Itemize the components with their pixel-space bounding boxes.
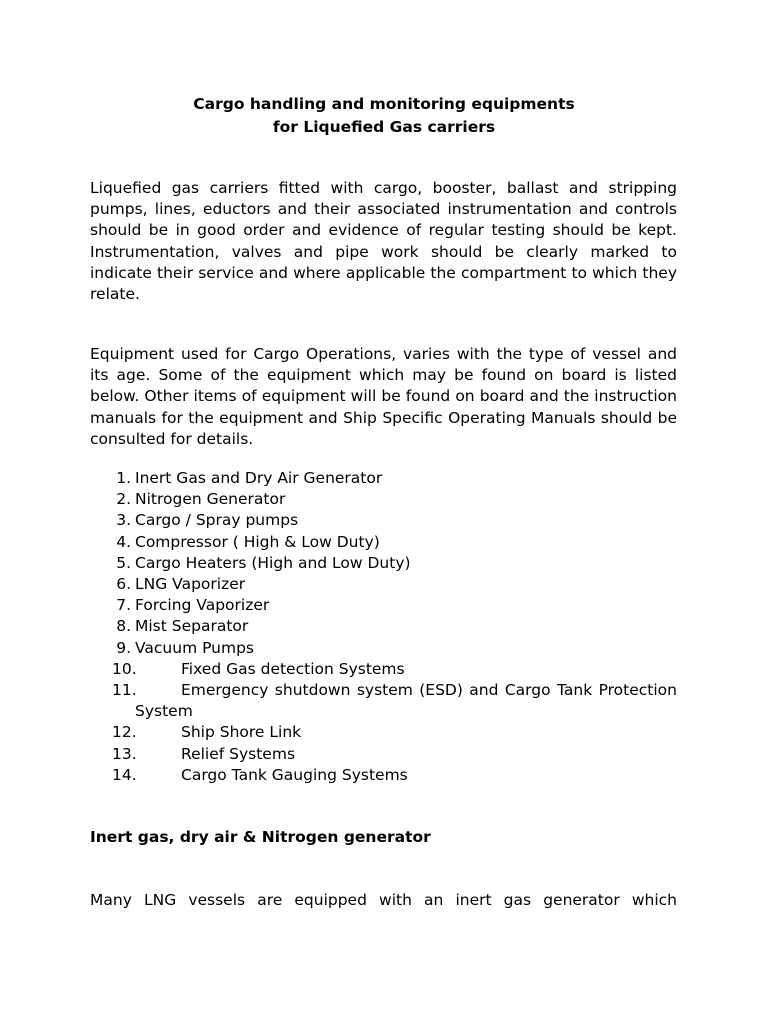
list-item-number: 11. bbox=[112, 681, 137, 700]
list-item-text: Inert Gas and Dry Air Generator bbox=[135, 469, 383, 487]
list-item-number: 1. bbox=[116, 469, 131, 487]
list-item-text: Emergency shutdown system (ESD) and Cargo Tank Protection System bbox=[135, 681, 677, 721]
list-item-text: Cargo / Spray pumps bbox=[135, 511, 299, 530]
list-item-text: Vacuum Pumps bbox=[135, 638, 255, 657]
list-item-number: 12. bbox=[112, 723, 137, 742]
list-item-number: 8. bbox=[116, 617, 131, 636]
list-item bbox=[90, 765, 677, 786]
list-item-number: 7. bbox=[116, 596, 131, 615]
list-item-text: Ship Shore Link bbox=[181, 723, 302, 742]
list-item-number: 10. bbox=[112, 659, 137, 678]
list-item bbox=[90, 595, 677, 616]
list-item bbox=[90, 722, 677, 743]
list-item-text: LNG Vaporizer bbox=[135, 575, 246, 594]
title-line-2: for Liquefied Gas carriers bbox=[272, 118, 496, 136]
list-item-text: Cargo Tank Gauging Systems bbox=[181, 765, 408, 784]
list-item-text: Mist Separator bbox=[135, 617, 249, 636]
list-item bbox=[90, 638, 677, 659]
list-item bbox=[90, 744, 677, 765]
list-item-number: 3. bbox=[116, 511, 131, 530]
list-item-text: Fixed Gas detection Systems bbox=[181, 659, 405, 678]
list-item-number: 9. bbox=[116, 638, 131, 657]
list-item-text: Nitrogen Generator bbox=[135, 490, 286, 509]
list-item-number: 13. bbox=[112, 744, 137, 763]
equipment-list bbox=[90, 468, 677, 786]
list-item-text: Relief Systems bbox=[181, 744, 296, 763]
list-item-text: Cargo Heaters (High and Low Duty) bbox=[135, 553, 411, 572]
list-item bbox=[90, 553, 677, 574]
title-line-1: Cargo handling and monitoring equipments bbox=[193, 95, 575, 113]
list-item-number: 5. bbox=[116, 553, 131, 572]
list-item-number: 6. bbox=[116, 575, 131, 594]
list-item-text: Compressor ( High & Low Duty) bbox=[135, 532, 380, 551]
list-item bbox=[90, 574, 677, 595]
list-item bbox=[90, 659, 677, 680]
document-title bbox=[0, 93, 768, 139]
section-heading: Inert gas, dry air & Nitrogen generator bbox=[90, 828, 431, 846]
list-item bbox=[90, 616, 677, 637]
list-item-text: Forcing Vaporizer bbox=[135, 596, 270, 615]
equipment-paragraph: Equipment used for Cargo Operations, varies with the type of vessel and its age. Some of the equipment which may be found on board is listed below. Other items of equipment will be found on board and the instruction manuals for the equipment and Ship Specific Operating Manuals should be consulted for details. bbox=[90, 345, 677, 448]
list-item-number: 14. bbox=[112, 765, 137, 784]
list-item bbox=[90, 489, 677, 510]
list-item bbox=[90, 468, 677, 489]
list-item bbox=[90, 680, 677, 722]
list-item-number: 2. bbox=[116, 490, 131, 509]
intro-paragraph: Liquefied gas carriers fitted with cargo, booster, ballast and stripping pumps, lines, eductors and their associated instrumentation and controls should be in good order and evidence of regular testing should be kept. Instrumentation, valves and pipe work should be clearly marked to indicate their service and where applicable the compartment to which they relate. bbox=[90, 179, 677, 304]
list-item-number: 4. bbox=[116, 532, 131, 551]
list-item bbox=[90, 510, 677, 531]
section-paragraph: Many LNG vessels are equipped with an inert gas generator which bbox=[90, 891, 677, 909]
list-item bbox=[90, 532, 677, 553]
